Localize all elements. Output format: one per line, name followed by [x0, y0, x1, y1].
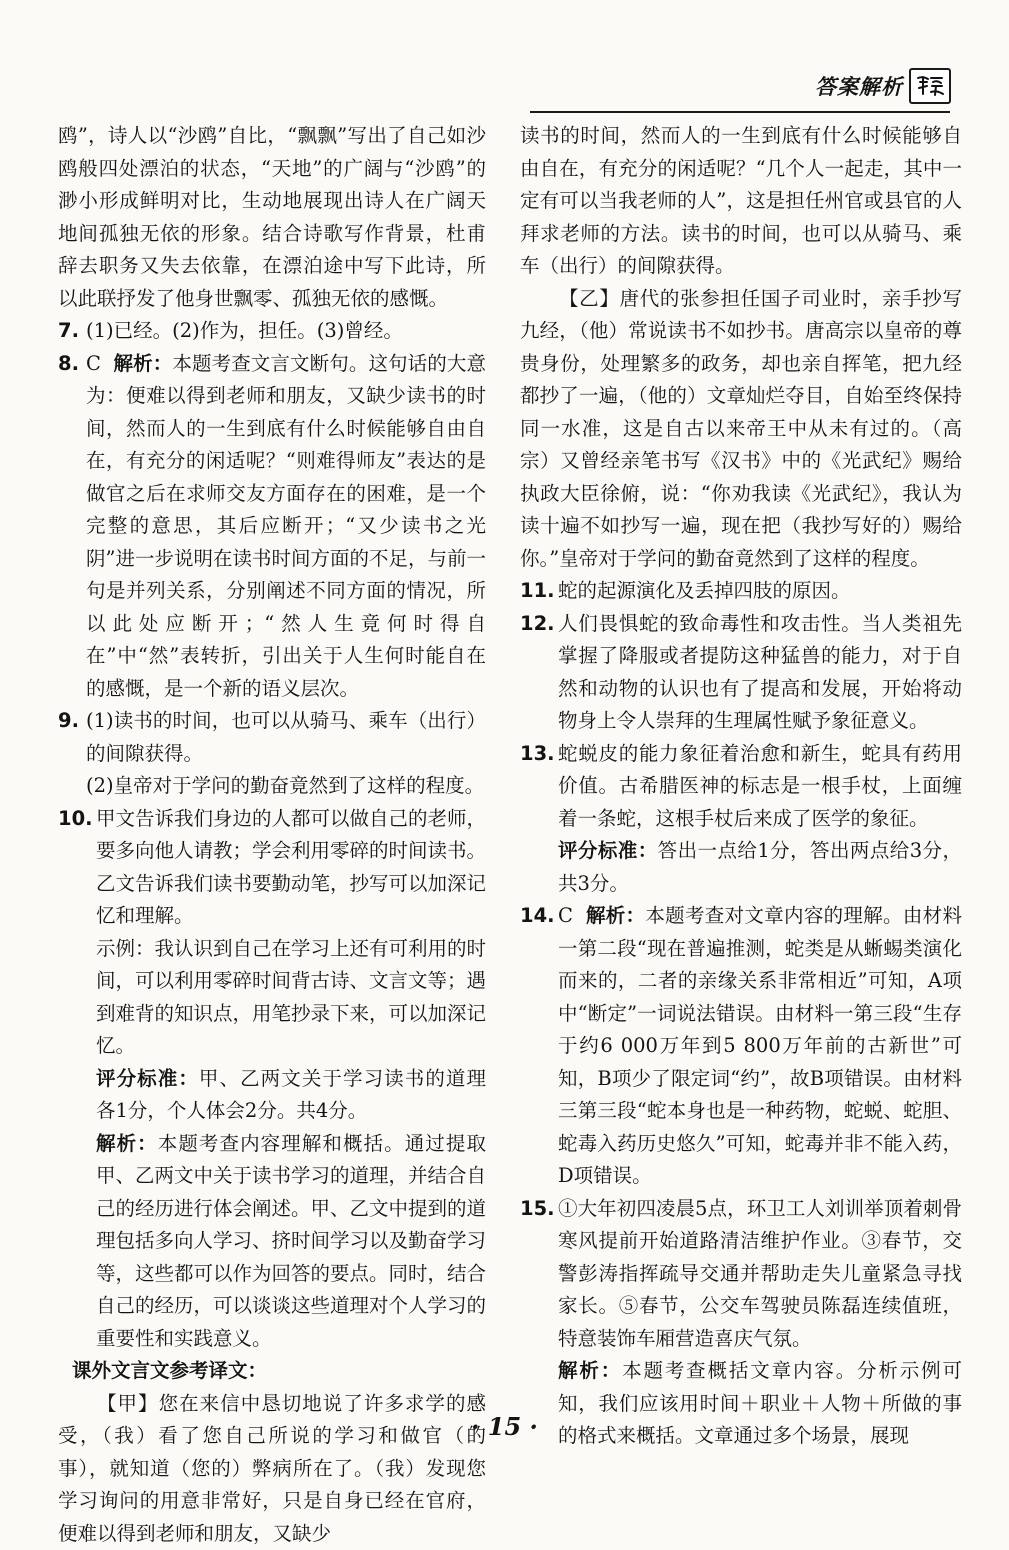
question-number: 8.	[58, 348, 86, 706]
translation-title: 课外文言文参考译文：	[58, 1355, 486, 1388]
answer-text: 蛇蜕皮的能力象征着治愈和新生，蛇具有药用价值。古希腊医神的标志是一根手杖，上面缠着一条蛇，这根手杖后来成了医学的象征。	[558, 738, 962, 836]
question-number: 9.	[58, 705, 86, 770]
analysis-label: 解析：	[96, 1132, 158, 1155]
question-12	[520, 608, 962, 738]
question-13	[520, 738, 962, 836]
translation-yi: 【乙】唐代的张参担任国子司业时，亲手抄写九经，（他）常说读书不如抄书。唐高宗以皇帝的尊贵身份，处理繁多的政务，却也亲自挥笔，把九经都抄了一遍，（他的）文章灿烂夺目，自始至终保持同一水准，这是自古以来帝王中从未有过的。（高宗）又曾经亲笔书写《汉书》中的《光武纪》赐给执政大臣徐俯，说：“你劝我读《光武纪》，我认为读十遍不如抄写一遍，现在把（我抄写好的）赐给你。”皇帝对于学问的勤奋竟然到了这样的程度。	[520, 283, 962, 576]
translation-jia: 【甲】您在来信中恳切地说了许多求学的感受，（我）看了您自己所说的学习和做官（的事），就知道（您的）弊病所在了。（我）发现您学习询问的用意非常好，只是自身已经在官府，便难以得到老师和朋友，又缺少	[58, 1388, 486, 1550]
question-number: 10.	[58, 803, 96, 933]
analysis-label: 解析：	[586, 904, 645, 927]
scoring-text: 答出一点给1分，答出两点给3分，共3分。	[558, 839, 962, 895]
answer-text: 甲文告诉我们身边的人都可以做自己的老师，要多向他人请教；学会利用零碎的时间读书。乙文告诉我们读书要勤动笔，抄写可以加深记忆和理解。	[96, 803, 486, 933]
question-number: 12.	[520, 608, 558, 738]
question-14	[520, 900, 962, 1193]
analysis-text: 本题考查对文章内容的理解。由材料一第二段“现在普遍推测，蛇类是从蜥蜴类演化而来的，二者的亲缘关系非常相近”可知，A项中“断定”一词说法错误。由材料一第三段“生存于约6 000万年到5 800万年前的古新世”可知，B项少了限定词“约”，故B项错误。由材料三第三段“蛇本身也是一种药物，蛇蜕、蛇胆、蛇毒入药历史悠久”可知，蛇毒并非不能入药，D项错误。	[558, 904, 962, 1187]
question-11	[520, 575, 962, 608]
analysis-text: 本题考查内容理解和概括。通过提取甲、乙两文中关于读书学习的道理，并结合自己的经历进行体会阐述。甲、乙文中提到的道理包括多向人学习、挤时间学习以及勤奋学习等，这些都可以作为回答的要点。同时，结合自己的经历，可以谈谈这些道理对个人学习的重要性和实践意义。	[96, 1132, 486, 1350]
analysis	[58, 1128, 486, 1356]
scoring-criteria	[58, 1063, 486, 1128]
page-header	[815, 68, 951, 104]
scoring-label: 评分标准：	[96, 1067, 199, 1090]
scoring-criteria	[520, 835, 962, 900]
left-column	[58, 120, 486, 1550]
analysis-label: 解析：	[558, 1359, 622, 1382]
poem-analysis-continued: 鸥”，诗人以“沙鸥”自比，“飘飘”写出了自己如沙鸥般四处漂泊的状态，“天地”的广阔与“沙鸥”的渺小形成鲜明对比，生动地展现出诗人在广阔天地间孤独无依的形象。结合诗歌写作背景，杜甫辞去职务又失去依靠，在漂泊途中写下此诗，所以此联抒发了他身世飘零、孤独无依的感慨。	[58, 120, 486, 315]
question-number: 15.	[520, 1193, 558, 1356]
analysis-text: 本题考查文言文断句。这句话的大意为：便难以得到老师和朋友，又缺少读书的时间，然而人的一生到底有什么时候能够自由自在，有充分的闲适呢？“则难得师友”表达的是做官之后在求师交友方面存在的困难，是一个完整的意思，其后应断开；“又少读书之光阴”进一步说明在读书时间方面的不足，与前一句是并列关系，分别阐述不同方面的情况，所以此处应断开；“然人生竟何时得自在”中“然”表转折，引出关于人生何时能自在的感慨，是一个新的语义层次。	[86, 352, 486, 700]
header-title: 答案解析	[815, 71, 903, 101]
answer-body	[558, 900, 962, 1193]
answer-part-2: (2)皇帝对于学问的勤奋竟然到了这样的程度。	[58, 770, 486, 803]
example-answer: 示例：我认识到自己在学习上还有可利用的时间，可以利用零碎时间背古诗、文言文等；遇到难背的知识点，用笔抄录下来，可以加深记忆。	[58, 933, 486, 1063]
question-10	[58, 803, 486, 933]
question-number: 13.	[520, 738, 558, 836]
answer-body	[86, 348, 486, 706]
brand-logo	[909, 68, 951, 104]
answer-text: ①大年初四凌晨5点，环卫工人刘训举顶着刺骨寒风提前开始道路清洁维护作业。③春节，交警彭涛指挥疏导交通并帮助走失儿童紧急寻找家长。⑤春节，公交车驾驶员陈磊连续值班，特意装饰车厢营造喜庆气氛。	[558, 1193, 962, 1356]
analysis-label: 解析：	[114, 352, 173, 375]
page-number: · 15 ·	[0, 1412, 1009, 1441]
header-rule	[530, 111, 950, 113]
answer-text: (1)已经。(2)作为，担任。(3)曾经。	[86, 315, 486, 348]
right-column	[520, 120, 962, 1453]
question-7	[58, 315, 486, 348]
brand-logo-icon	[915, 74, 945, 98]
question-number: 14.	[520, 900, 558, 1193]
question-9	[58, 705, 486, 770]
answer-text: 人们畏惧蛇的致命毒性和攻击性。当人类祖先掌握了降服或者提防这种猛兽的能力，对于自然和动物的认识也有了提高和发展，开始将动物身上令人崇拜的生理属性赋予象征意义。	[558, 608, 962, 738]
question-15	[520, 1193, 962, 1356]
scoring-label: 评分标准：	[558, 839, 658, 862]
answer-choice: C	[558, 904, 573, 927]
answer-part-1: (1)读书的时间，也可以从骑马、乘车（出行）的间隙获得。	[86, 705, 486, 770]
question-number: 11.	[520, 575, 558, 608]
answer-choice: C	[86, 352, 101, 375]
question-number: 7.	[58, 315, 86, 348]
translation-jia-continued: 读书的时间，然而人的一生到底有什么时候能够自由自在，有充分的闲适呢？“几个人一起走，其中一定有可以当我老师的人”，这是担任州官或县官的人拜求老师的方法。读书的时间，也可以从骑马、乘车（出行）的间隙获得。	[520, 120, 962, 283]
scoring-text: 甲、乙两文关于学习读书的道理各1分，个人体会2分。共4分。	[96, 1067, 486, 1123]
question-8	[58, 348, 486, 706]
answer-text: 蛇的起源演化及丢掉四肢的原因。	[558, 575, 962, 608]
analysis-text: 本题考查概括文章内容。分析示例可知，我们应该用时间＋职业＋人物＋所做的事的格式来概括。文章通过多个场景，展现	[558, 1359, 962, 1447]
